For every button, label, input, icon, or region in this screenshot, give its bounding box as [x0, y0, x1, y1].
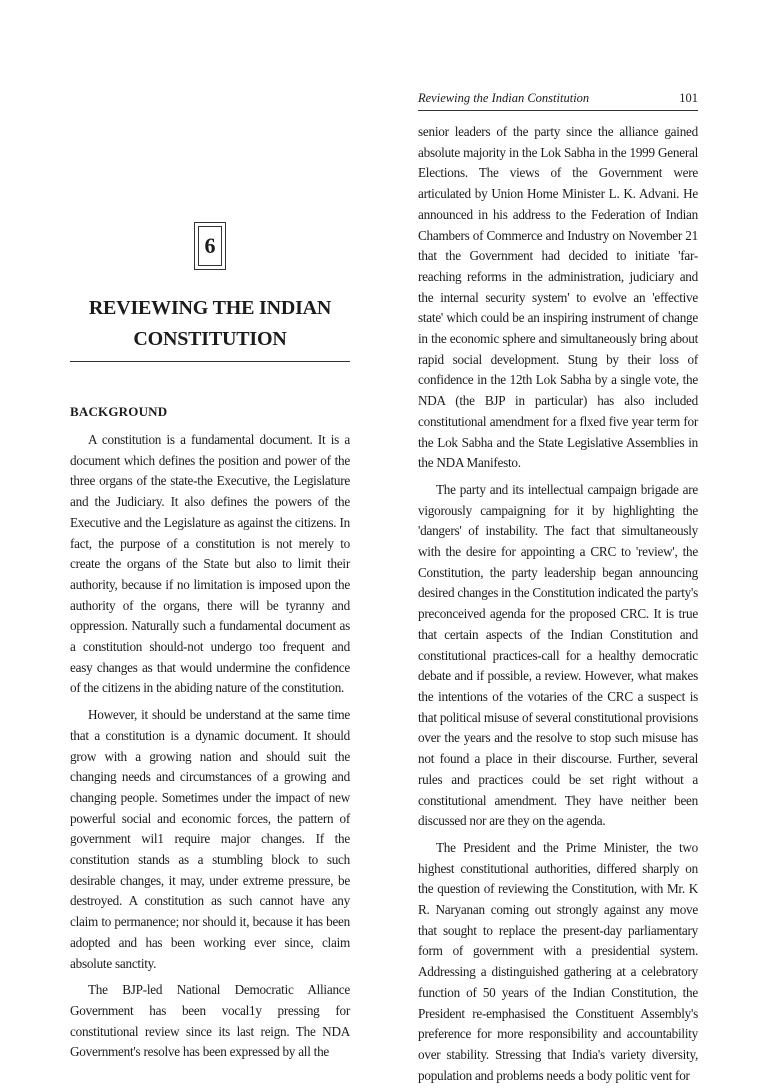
paragraph: A constitution is a fundamental document. It is a document which defines the position and power of the three organs of the state-the Executive, the Legislature and the Judiciary. It also defines the powers of the Executive and the Legislature as against the citizens. In fact, the purpose of a constitution is not merely to create the organs of the State but also to limit their authority, because if no limitation is imposed upon the authority of the organs, there will be tyranny and oppression. Naturally such a fundamental document as a constitution should-not undergo too frequent and easy changes as that would undermine the confidence of the citizens in the abiding nature of the constitution.: [70, 432, 350, 696]
paragraph: The BJP-led National Democratic Alliance Government has been vocal1y pressing for constitutional review since its last reign. The NDA Government's resolve has been expressed by all the: [70, 982, 350, 1060]
chapter-number: 6: [198, 226, 222, 266]
running-header: [418, 90, 698, 111]
section-heading: BACKGROUND: [70, 404, 168, 419]
title-rule: [70, 361, 350, 362]
chapter-title-line-1: REVIEWING THE INDIAN: [88, 297, 332, 319]
running-title: Reviewing the Indian Constitution: [418, 91, 590, 105]
right-column: [418, 122, 698, 1092]
paragraph: However, it should be understand at the same time that a constitution is a dynamic document. It should grow with a growing nation and should suit the changing needs and circumstances of a growing and changing people. Sometimes under the impact of new powerful social and economic forces, the pattern of government wil1 require major changes. If the constitution stands as a stumbling block to such desirable changes, it may, under extreme pressure, be destroyed. A constitution as such cannot have any claim to permanence; nor should it, because it has been adopted and has been working ever since, claim absolute sanctity.: [70, 707, 350, 971]
chapter-number-box: [194, 222, 226, 270]
paragraph: The party and its intellectual campaign brigade are vigorously campaigning for it by highlighting the 'dangers' of instability. The fact that simultaneously with the desire for appointing a CRC to 'review', the Constitution, the party leadership began announcing desired changes in the Constitution indicated the party's preconceived agenda for the proposed CRC. It is true that certain aspects of the Indian Constitution and constitutional practices-call for a healthy democratic debate and if possible, a review. However, what makes the intentions of the votaries of the CRC a suspect is that political misuse of several constitutional provisions over the years and the resolve to stop such misuse has not found a place in their discourse. Further, several rules and practices could be set right without a constitutional amendment. They have neither been discussed nor are they on the agenda.: [418, 481, 699, 829]
chapter-title-line-2: CONSTITUTION: [133, 328, 287, 350]
chapter-title: [70, 293, 350, 355]
paragraph: senior leaders of the party since the alliance gained absolute majority in the Lok Sabha in the 1999 General Elections. The views of the Government were articulated by Union Home Minister L. K. Advani. He announced in his address to the Federation of Indian Chambers of Commerce and Industry on November 21 that the Government had decided to initiate 'far-reaching reforms in the administration, judiciary and the internal security system' to evolve an 'effective state' which could be an inspiring instrument of change in the economic sphere and simultaneously bring about rapid social development. Stung by their loss of confidence in the 12th Lok Sabha by a single vote, the NDA (the BJP in particular) has also included constitutional amendment for a flxed five year term for the Lok Sabha and the State Legislative Assemblies in the NDA Manifesto.: [418, 124, 698, 471]
paragraph: The President and the Prime Minister, the two highest constitutional authorities, differed sharply on the question of reviewing the Constitution, with Mr. K R. Naryanan coming out strongly against any move that sought to replace the present-day parliamentary form of government with a presidential system. Addressing a distinguished gathering at a celebratory function of 50 years of the Indian Constitution, the President re-emphasised the Constituent Assembly's preference for more responsibility and accountability over stability. Stressing that India's variety diversity, population and problems needs a body politic vent for: [418, 839, 698, 1083]
page-number: 101: [679, 91, 698, 105]
left-column: [70, 430, 350, 1069]
